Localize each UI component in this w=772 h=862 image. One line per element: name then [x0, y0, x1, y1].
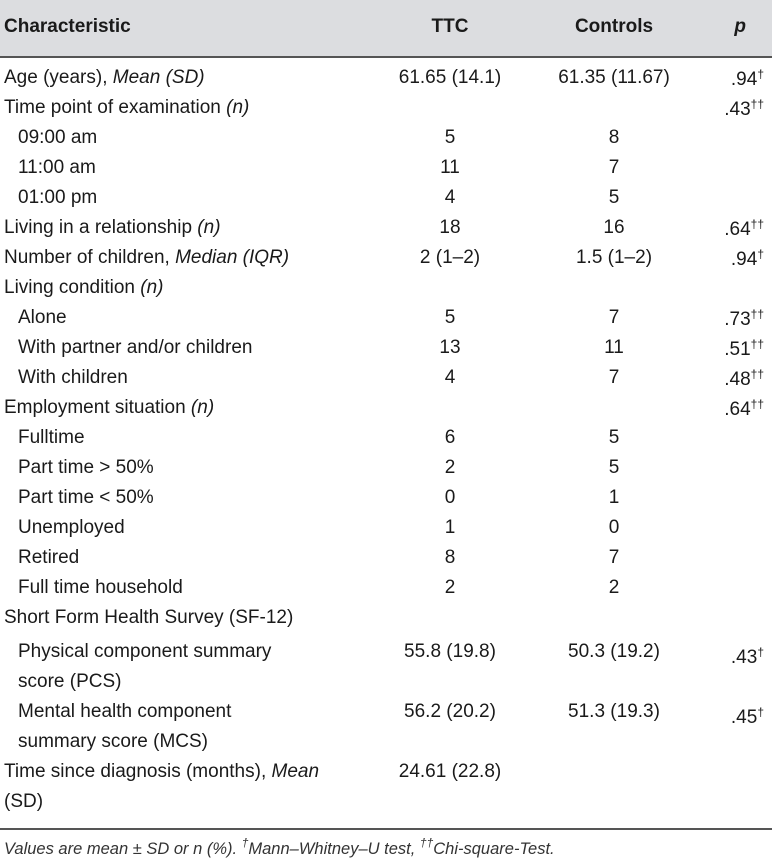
- cell-ttc: 6: [444, 427, 456, 448]
- header-p: p: [734, 16, 746, 37]
- cell-ttc: 8: [444, 547, 456, 568]
- header-ttc: TTC: [431, 16, 469, 37]
- row-label: Full time household: [18, 577, 183, 598]
- header-characteristic: Characteristic: [4, 16, 131, 37]
- cell-controls: 7: [608, 367, 620, 388]
- cell-p: .94†: [730, 67, 764, 90]
- cell-p: .45†: [730, 705, 764, 728]
- cell-controls: 51.3 (19.3): [568, 701, 660, 722]
- cell-ttc: 11: [440, 157, 460, 178]
- table-row: [0, 456, 772, 486]
- cell-p: .51††: [724, 337, 764, 360]
- table-row: [0, 66, 772, 96]
- row-label: Time since diagnosis (months), Mean (SD): [4, 761, 320, 812]
- cell-p: .43†: [730, 645, 764, 668]
- table-row: [0, 336, 772, 366]
- table-row: [0, 156, 772, 186]
- cell-controls: 8: [608, 127, 620, 148]
- cell-controls: 11: [604, 337, 624, 358]
- row-label: Physical component summary score (PCS): [18, 641, 272, 692]
- cell-ttc: 5: [444, 307, 456, 328]
- cell-controls: 5: [608, 427, 620, 448]
- row-label: Employment situation (n): [4, 397, 215, 418]
- table-row: [0, 756, 772, 816]
- row-label: With children: [18, 367, 128, 388]
- table-row: [0, 576, 772, 606]
- row-label: Mental health component summary score (MCS): [18, 701, 232, 752]
- row-label: 11:00 am: [18, 157, 96, 178]
- table-row: [0, 546, 772, 576]
- cell-controls: 0: [608, 517, 620, 538]
- row-label: Part time < 50%: [18, 487, 154, 508]
- cell-p: .48††: [724, 367, 764, 390]
- cell-controls: 7: [608, 547, 620, 568]
- cell-ttc: 13: [439, 337, 461, 358]
- table-row: [0, 186, 772, 216]
- table-row: [0, 486, 772, 516]
- row-label: Part time > 50%: [18, 457, 154, 478]
- table-row: [0, 276, 772, 306]
- cell-controls: 16: [603, 217, 625, 238]
- cell-ttc: 4: [444, 187, 456, 208]
- cell-p: .43††: [724, 97, 764, 120]
- table-bottom-rule: [0, 828, 772, 830]
- row-label: Living in a relationship (n): [4, 217, 221, 238]
- row-label: Living condition (n): [4, 277, 164, 298]
- cell-controls: 1: [608, 487, 620, 508]
- table-row: [0, 396, 772, 426]
- cell-ttc: 55.8 (19.8): [404, 641, 496, 662]
- table-header: [0, 0, 772, 58]
- cell-ttc: 56.2 (20.2): [404, 701, 496, 722]
- cell-p: .94†: [730, 247, 764, 270]
- cell-ttc: 61.65 (14.1): [398, 67, 502, 88]
- table-row: [0, 426, 772, 456]
- row-label: Time point of examination (n): [4, 97, 250, 118]
- table-row: [0, 696, 772, 756]
- table-row: [0, 216, 772, 246]
- table-row: [0, 366, 772, 396]
- cell-ttc: 4: [444, 367, 456, 388]
- cell-ttc: 2: [444, 577, 456, 598]
- row-label: Age (years), Mean (SD): [4, 67, 205, 88]
- cell-ttc: 1: [444, 517, 456, 538]
- table-row: [0, 126, 772, 156]
- cell-ttc: 0: [444, 487, 456, 508]
- cell-ttc: 5: [444, 127, 456, 148]
- cell-controls: 50.3 (19.2): [568, 641, 660, 662]
- table-row: [0, 606, 772, 636]
- table-row: [0, 306, 772, 336]
- cell-ttc: 18: [439, 217, 461, 238]
- row-label: Short Form Health Survey (SF-12): [4, 607, 294, 628]
- row-label: With partner and/or children: [18, 337, 253, 358]
- cell-controls: 2: [608, 577, 620, 598]
- row-label: Unemployed: [18, 517, 125, 538]
- cell-p: .64††: [724, 217, 764, 240]
- row-label: Number of children, Median (IQR): [4, 247, 290, 268]
- cell-controls: 1.5 (1–2): [575, 247, 653, 268]
- cell-controls: 7: [608, 157, 620, 178]
- cell-p: .64††: [724, 397, 764, 420]
- table-body: [0, 66, 772, 816]
- table-footnote: Values are mean ± SD or n (%). †Mann–Whitney–U test, ††Chi-square-Test.: [4, 836, 555, 858]
- cell-controls: 5: [608, 187, 620, 208]
- cell-ttc: 2 (1–2): [419, 247, 481, 268]
- cell-ttc: 24.61 (22.8): [398, 761, 502, 782]
- cell-p: .73††: [724, 307, 764, 330]
- cell-ttc: 2: [444, 457, 456, 478]
- cell-controls: 5: [608, 457, 620, 478]
- row-label: 01:00 pm: [18, 187, 98, 208]
- row-label: Fulltime: [18, 427, 85, 448]
- table-row: [0, 246, 772, 276]
- table-row: [0, 636, 772, 696]
- table-row: [0, 516, 772, 546]
- cell-controls: 61.35 (11.67): [558, 67, 670, 88]
- header-controls: Controls: [574, 16, 654, 37]
- row-label: Alone: [18, 307, 67, 328]
- row-label: Retired: [18, 547, 80, 568]
- table-row: [0, 96, 772, 126]
- cell-controls: 7: [608, 307, 620, 328]
- row-label: 09:00 am: [18, 127, 98, 148]
